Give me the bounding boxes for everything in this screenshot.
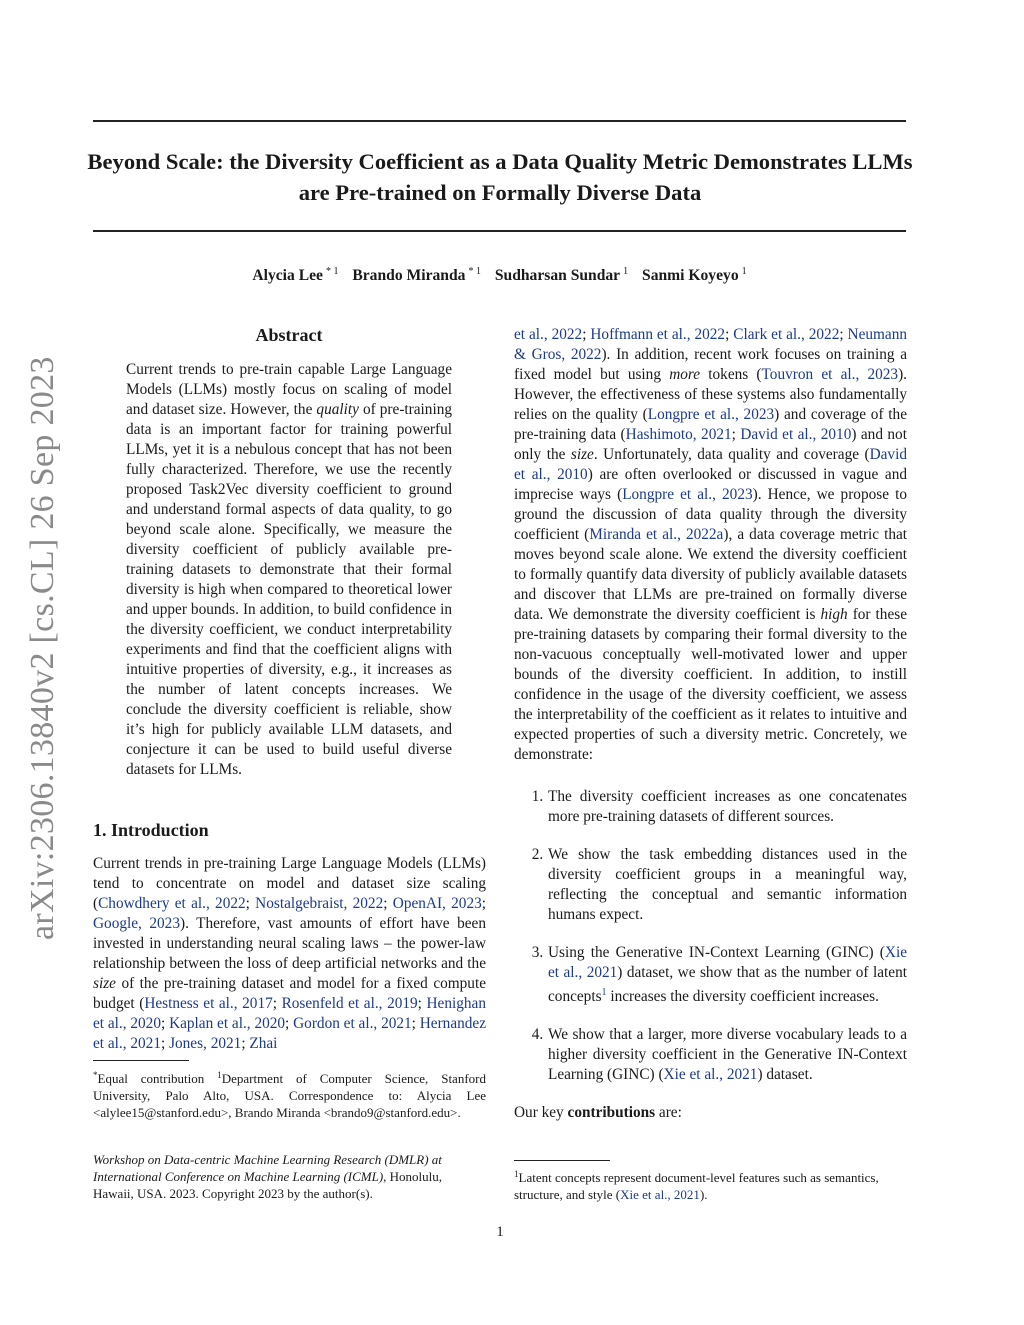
author-marks: 1 xyxy=(741,266,747,277)
citation-link[interactable]: Henighan et al., 2020 xyxy=(93,995,486,1032)
citation-link[interactable]: Hoffmann et al., 2022 xyxy=(590,326,726,343)
citation-link[interactable]: OpenAI, 2023 xyxy=(392,895,482,912)
citation-link[interactable]: Chowdhery et al., 2022 xyxy=(98,895,246,912)
list-item: 2. We show the task embedding distances used in the diversity coefficient groups in a meaningful way, reflecting the conceptual and semantic information humans expect. xyxy=(547,845,907,925)
footnote-divider xyxy=(93,1060,189,1061)
citation-link[interactable]: Gordon et al., 2021 xyxy=(293,1015,412,1032)
introduction-section xyxy=(93,819,486,1054)
citation-link[interactable]: Rosenfeld et al., 2019 xyxy=(281,995,418,1012)
author xyxy=(495,267,628,284)
section-heading: 1. Introduction xyxy=(93,820,209,840)
workshop-footnote: Workshop on Data-centric Machine Learning Research (DMLR) at International Conference on Machine Learning (ICML), Honolulu, Hawaii, USA. 2023. Copyright 2023 by the author(s). xyxy=(93,1152,443,1201)
author-marks: * 1 xyxy=(468,266,481,277)
citation-link[interactable]: Kaplan et al., 2020 xyxy=(169,1015,286,1032)
author xyxy=(252,267,338,284)
citation-link[interactable]: David et al., 2010 xyxy=(740,426,852,443)
footnote-marker[interactable]: 1 xyxy=(601,987,607,998)
introduction-text-continued: et al., 2022; Hoffmann et al., 2022; Clark et al., 2022; Neumann & Gros, 2022). In addition, recent work focuses on training a fixed model but using more tokens (Touvron et al., 2023). However, the effectiveness of these systems also fundamentally relies on the quality (Longpre et al., 2023) and coverage of the pre-training data (Hashimoto, 2021; David et al., 2010) and not only the size. Unfortunately, data quality and coverage (David et al., 2010) are often overlooked or discussed in vague and imprecise ways (Longpre et al., 2023). Hence, we propose to ground the discussion of data quality through the diversity coefficient (Miranda et al., 2022a), a data coverage metric that moves beyond scale alone. We extend the diversity coefficient to formally quantify data diversity of publicly available datasets and discover that LLMs are pre-trained on formally diverse data. We demonstrate the diversity coefficient is high for these pre-training datasets by comparing their formal diversity to the non-vacuous conceptually well-motivated lower and upper bounds of the diversity coefficient. In addition, to instill confidence in the usage of the diversity coefficient, we assess the interpretability of the coefficient as it relates to intuitive and expected properties of such a diversity metric. Concretely, we demonstrate: xyxy=(514,326,908,763)
abstract-heading: Abstract xyxy=(255,325,323,345)
arxiv-stamp: arXiv:2306.13840v2 [cs.CL] 26 Sep 2023 xyxy=(24,356,61,940)
author-name: Sanmi Koyeyo xyxy=(642,267,739,284)
demonstration-list xyxy=(514,787,907,1085)
citation-link[interactable]: Jones, 2021 xyxy=(169,1035,242,1052)
author-marks: * 1 xyxy=(325,266,339,277)
introduction-text: Current trends in pre-training Large Language Models (LLMs) tend to concentrate on model and dataset size scaling (Chowdhery et al., 2022; Nostalgebraist, 2022; OpenAI, 2023; Google, 2023). Therefore, vast amounts of effort have been invested in understanding neural scaling laws – the power-law relationship between the loss of deep artificial networks and the size of the pre-training dataset and model for a fixed compute budget (Hestness et al., 2017; Rosenfeld et al., 2019; Henighan et al., 2020; Kaplan et al., 2020; Gordon et al., 2021; Hernandez et al., 2021; Jones, 2021; Zhai xyxy=(93,855,486,1052)
citation-link[interactable]: Xie et al., 2021 xyxy=(548,944,907,981)
list-item: 3. Using the Generative IN-Context Learning (GINC) (Xie et al., 2021) dataset, we show that as the number of latent concepts$^1$ increases the diversity coefficient increases. xyxy=(547,943,907,1007)
footnote-divider xyxy=(514,1160,610,1161)
page-number: 1 xyxy=(496,1224,504,1240)
citation-link[interactable]: Xie et al., 2021 xyxy=(663,1066,758,1084)
citation-link[interactable]: Miranda et al., 2022a xyxy=(589,526,724,543)
citation-link[interactable]: Hashimoto, 2021 xyxy=(625,426,732,443)
affiliation-footnote: *Equal contribution $^1$Department of Computer Science, Stanford University, Palo Alto, USA. Correspondence to: Alycia Lee <alylee15@stanford.edu>, Brando Miranda <brando9@stanford.edu>. xyxy=(93,1070,486,1120)
citation-link[interactable]: et al., 2022 xyxy=(514,326,583,343)
list-item: 1. The diversity coefficient increases as one concatenates more pre-training datasets of different sources. xyxy=(547,787,907,827)
citation-link[interactable]: Nostalgebraist, 2022 xyxy=(255,895,384,912)
abstract-section xyxy=(126,324,452,780)
title-top-rule xyxy=(93,120,906,122)
paper-title: Beyond Scale: the Diversity Coefficient as a Data Quality Metric Demonstrates LLMs are Pre-trained on Formally Diverse Data xyxy=(87,149,913,205)
citation-link[interactable]: Longpre et al., 2023 xyxy=(647,406,775,423)
citation-link[interactable]: Google, 2023 xyxy=(93,915,180,932)
citation-link[interactable]: Clark et al., 2022 xyxy=(733,326,840,343)
latent-concepts-footnote: $^1$Latent concepts represent document-level features such as semantics, structure, and style (Xie et al., 2021). xyxy=(514,1169,879,1202)
author-name: Alycia Lee xyxy=(252,267,323,284)
citation-link[interactable]: Neumann & Gros, 2022 xyxy=(514,326,908,363)
title-bottom-rule xyxy=(93,230,906,232)
author xyxy=(352,267,481,284)
author xyxy=(642,267,747,284)
citation-link[interactable]: Zhai xyxy=(249,1035,278,1052)
author-marks: 1 xyxy=(623,266,629,277)
citation-link[interactable]: Hernandez et al., 2021 xyxy=(93,1015,486,1052)
contributions-intro: Our key contributions are: xyxy=(514,1104,682,1122)
citation-link[interactable]: David et al., 2010 xyxy=(514,446,907,483)
abstract-text: Current trends to pre-train capable Large Language Models (LLMs) mostly focus on scaling of model and dataset size. However, the quality of pre-training data is an important factor for training powerful LLMs, yet it is a nebulous concept that has not been fully characterized. Therefore, we use the recently proposed Task2Vec diversity coefficient to ground and understand formal aspects of data quality, to go beyond scale alone. Specifically, we measure the diversity coefficient of publicly available pre-training datasets to demonstrate that their formal diversity is high when compared to theoretical lower and upper bounds. In addition, to build confidence in the diversity coefficient, we conduct interpretability experiments and find that the coefficient aligns with intuitive properties of diversity, e.g., it increases as the number of latent concepts increases. We conclude the diversity coefficient is reliable, show it’s high for publicly available LLM datasets, and conjecture it can be used to build useful diverse datasets for LLMs. xyxy=(126,361,452,778)
author-list xyxy=(93,266,906,285)
citation-link[interactable]: Longpre et al., 2023 xyxy=(622,486,753,503)
author-name: Brando Miranda xyxy=(352,267,466,284)
author-name: Sudharsan Sundar xyxy=(494,267,621,284)
citation-link[interactable]: Xie et al., 2021 xyxy=(620,1187,700,1202)
right-column xyxy=(514,325,907,1123)
citation-link[interactable]: Touvron et al., 2023 xyxy=(761,366,899,383)
citation-link[interactable]: Hestness et al., 2017 xyxy=(144,995,273,1012)
list-item: 4. We show that a larger, more diverse vocabulary leads to a higher diversity coefficient in the Generative IN-Context Learning (GINC) (Xie et al., 2021) dataset. xyxy=(547,1025,907,1085)
